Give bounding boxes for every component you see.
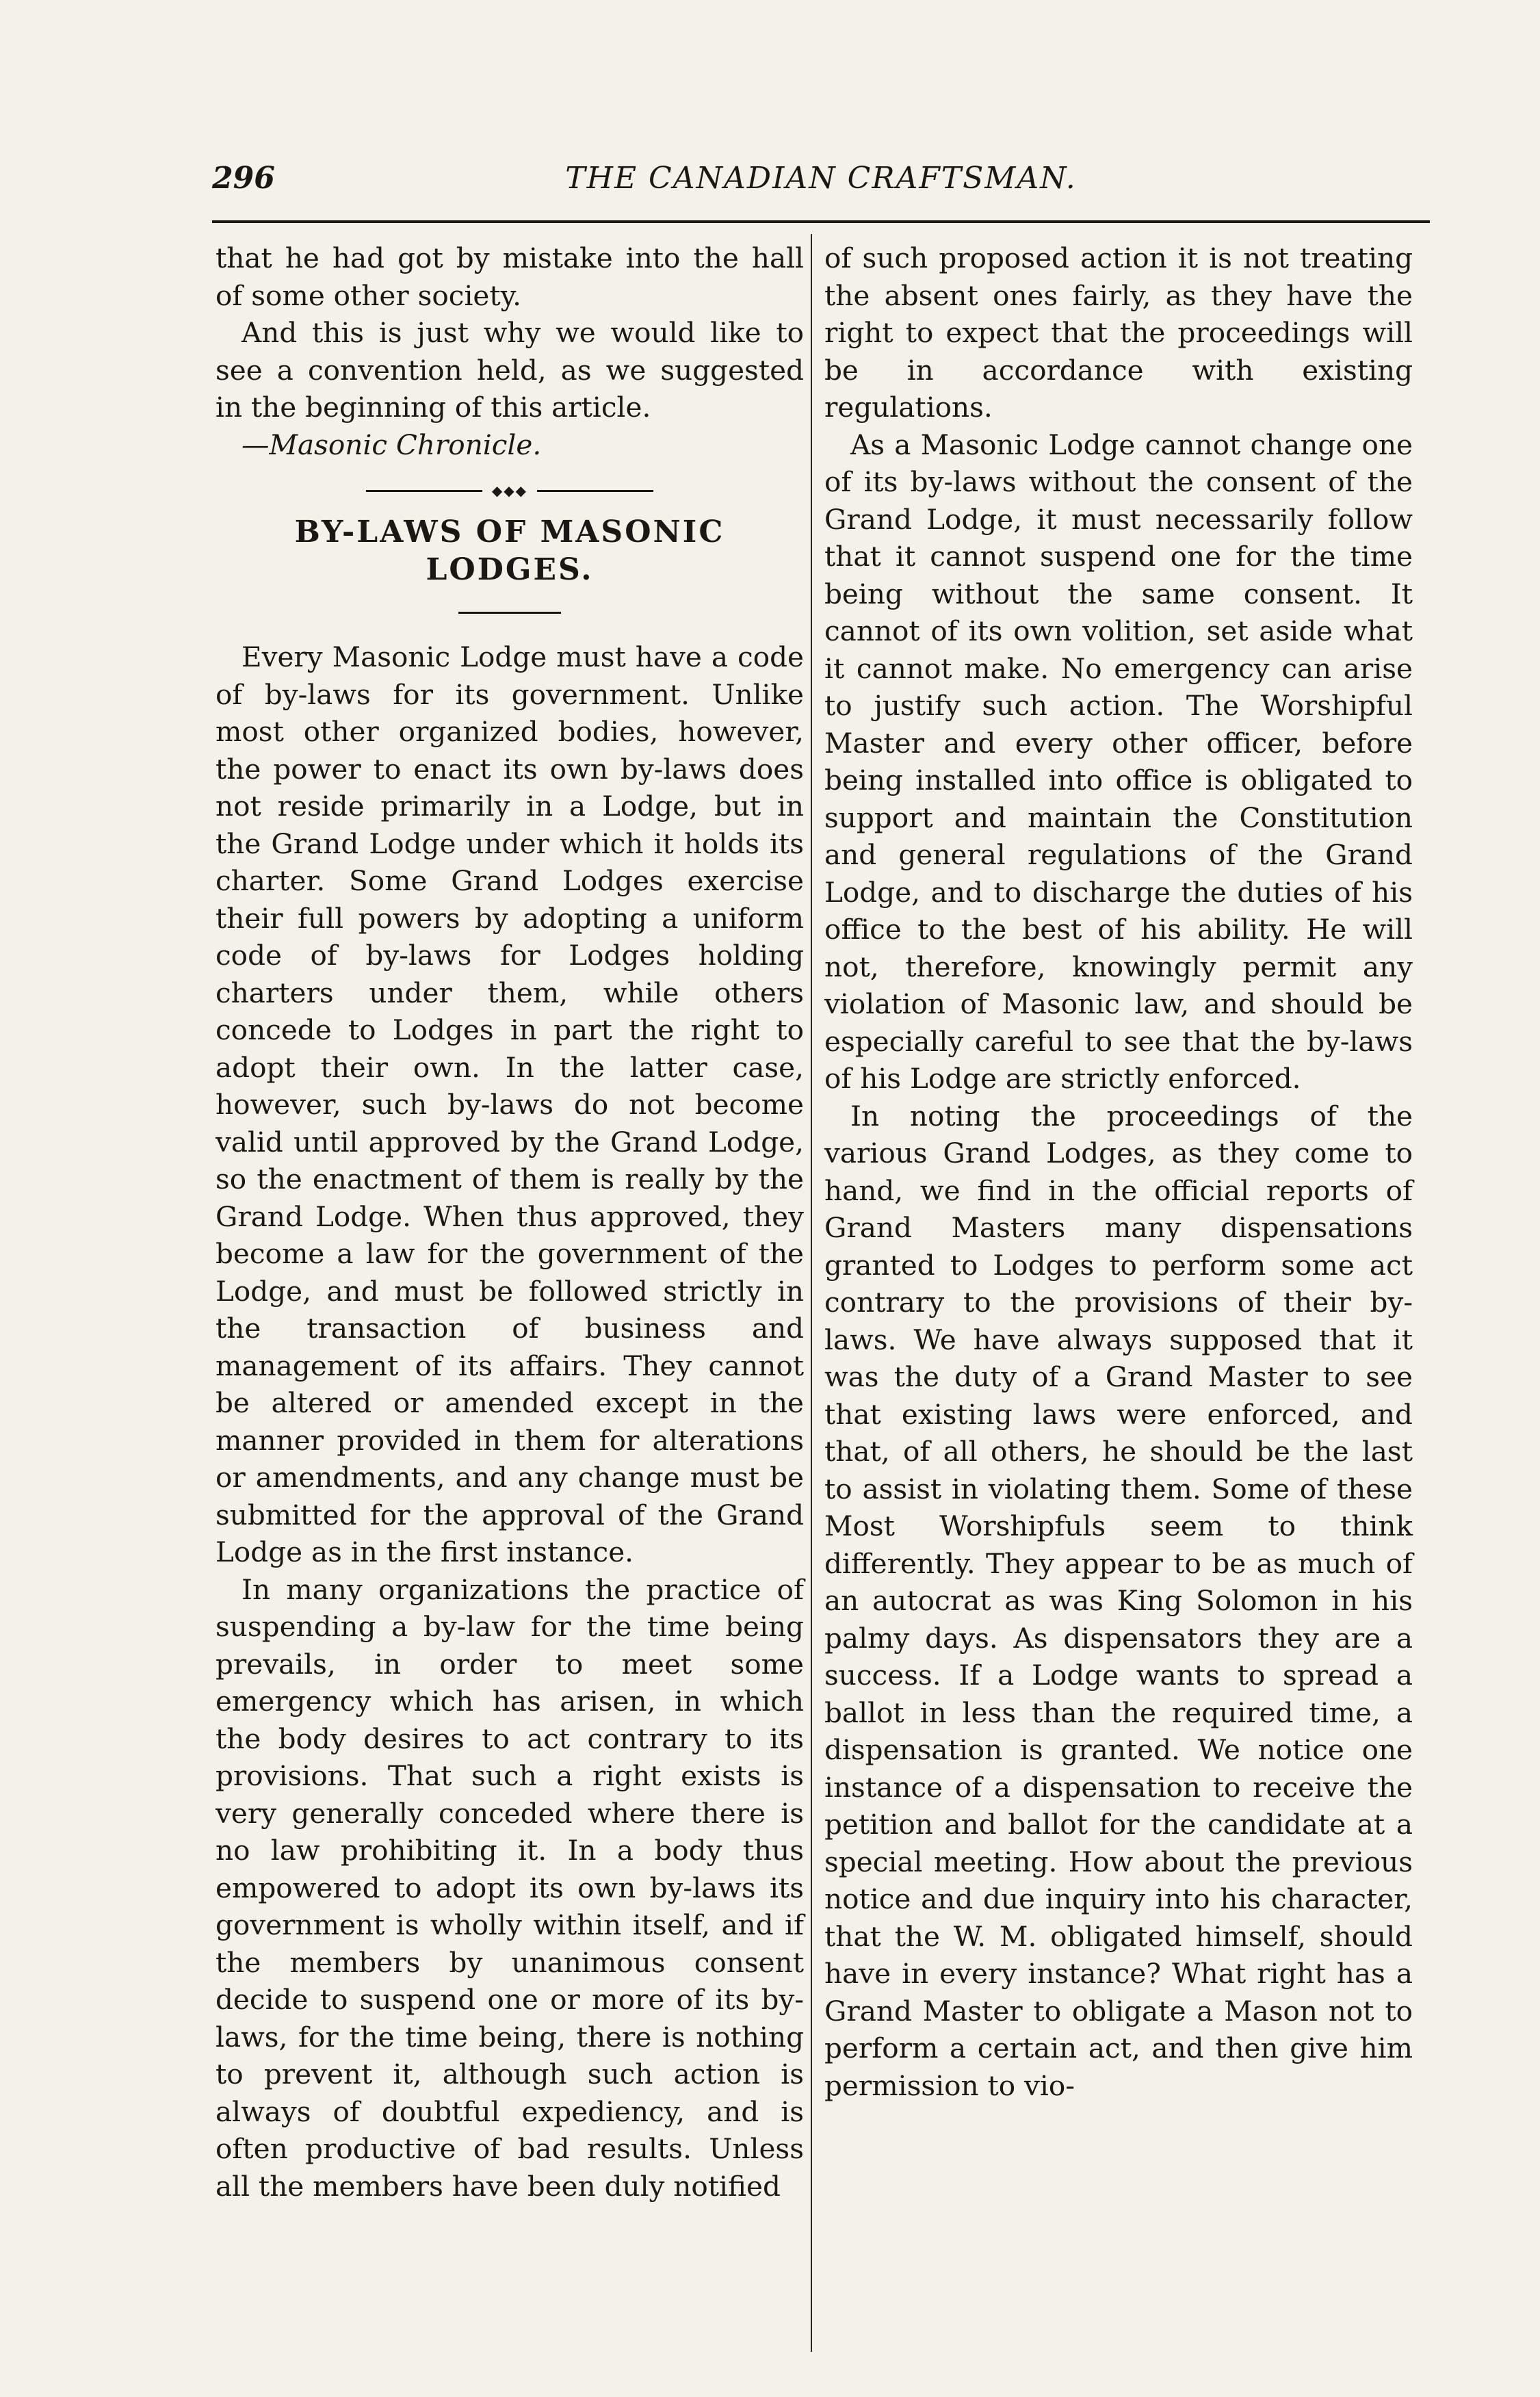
section-ornament [366,484,653,497]
header-rule [212,220,1430,223]
running-title: THE CANADIAN CRAFTSMAN. [565,161,1077,196]
section-heading: BY-LAWS OF MASONIC LODGES. [294,515,725,587]
article-paragraph: As a Masonic Lodge cannot change one of its by-laws without the consent of the Grand Lodge, it must necessarily follow that it cannot suspend one for the time being without the same consent. It cannot of its own volition, set aside what it cannot make. No emergency can arise to justify such action. The Worshipful Master and every other officer, before being installed into office is obligated to support and maintain the Constitution and general regulations of the Grand Lodge, and to discharge the duties of his office to the best of his ability. He will not, therefore, knowingly permit any violation of Masonic law, and should be especially careful to see that the by-laws of his Lodge are strictly enforced. [824,428,1413,1095]
heading-rule [458,612,561,614]
article-paragraph: In noting the proceedings of the various Grand Lodges, as they come to hand, we find in the official reports of Grand Masters many dispensations granted to Lodges to perform some act contrary to the provisions of their by-laws. We have always supposed that it was the duty of a Grand Master to see that existing laws were enforced, and that, of all others, he should be the last to assist in violating them. Some of these Most Worshipfuls seem to think differently. They appear to be as much of an autocrat as was King Solomon in his palmy days. As dispensators they are a success. If a Lodge wants to spread a ballot in less than the required time, a dispensation is granted. We notice one instance of a dispensation to receive the petition and ballot for the candidate at a special meeting. How about the previous notice and due inquiry into his character, that the W. M. obligated himself, should have in every instance? What right has a Grand Master to obligate a Mason not to perform a certain act, and then give him permission to vio- [824,1099,1413,2102]
right-column [824,239,1413,2104]
left-column [216,239,804,2205]
page-number: 296 [212,161,275,196]
continuation-paragraph: of such proposed action it is not treating the absent ones fairly, as they have the right to expect that the proceedings will be in accordance with existing regulations. [824,242,1413,424]
article-paragraph: Every Masonic Lodge must have a code of by-laws for its government. Unlike most other organized bodies, however, the power to enact its own by-laws does not reside primarily in a Lodge, but in the Grand Lodge under which it holds its charter. Some Grand Lodges exercise their full powers by adopting a uniform code of by-laws for Lodges holding charters under them, while others concede to Lodges in part the right to adopt their own. In the latter case, however, such by-laws do not become valid until approved by the Grand Lodge, so the enactment of them is really by the Grand Lodge. When thus approved, they become a law for the government of the Lodge, and must be followed strictly in the transaction of business and management of its affairs. They cannot be altered or amended except in the manner provided in them for alterations or amendments, and any change must be submitted for the approval of the Grand Lodge as in the first instance. [216,640,804,1568]
ornament-dots: ◆◆◆ [491,482,528,499]
source-attribution: —Masonic Chronicle. [242,428,542,461]
ornament-line-right [537,490,653,492]
ornament-line-left [366,490,482,492]
column-divider [811,234,812,2352]
article-paragraph: In many organizations the practice of suspending a by-law for the time being prevails, in order to meet some emergency which has arisen, in which the body desires to act contrary to its provisions. That such a right exists is very generally conceded where there is no law prohibiting it. In a body thus empowered to adopt its own by-laws its government is wholly within itself, and if the members by unanimous consent decide to suspend one or more of its by-laws, for the time being, there is nothing to prevent it, although such action is always of doubtful expediency, and is often productive of bad results. Unless all the members have been duly notified [216,1572,804,2203]
convention-paragraph: And this is just why we would like to see a convention held, as we suggested in the beginning of this article. [216,316,804,424]
continuation-paragraph: that he had got by mistake into the hall of some other society. [216,242,804,312]
page-header [212,161,1430,209]
